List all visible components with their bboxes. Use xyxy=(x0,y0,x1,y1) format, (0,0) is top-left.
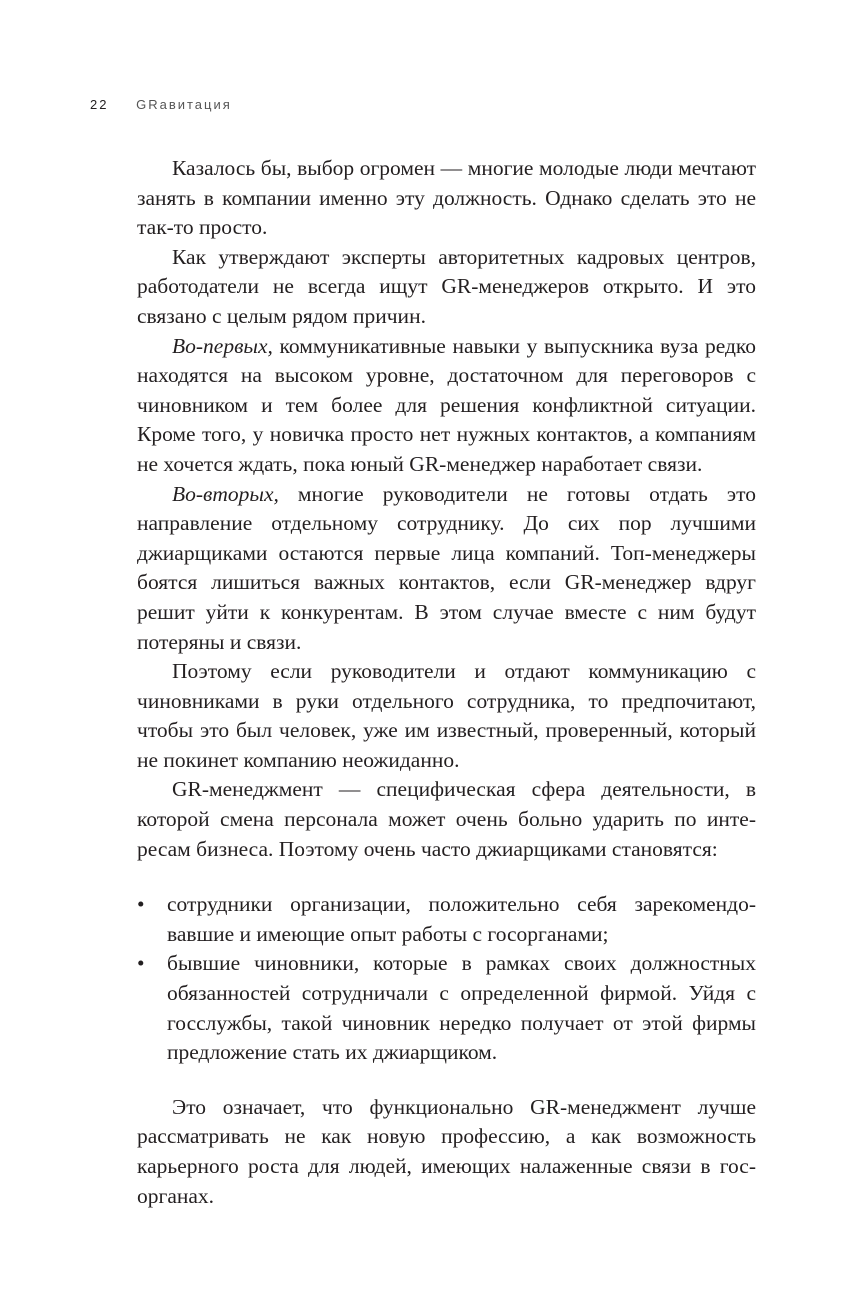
list-item-text: бывшие чиновники, которые в рамках своих должностных обязанностей сотрудничали с определенной фирмой. Уйдя с госслужбы, такой чиновник нередко получает от этой фирмы предложение стать их джиарщиком. xyxy=(167,951,756,1065)
bullet-icon: • xyxy=(137,951,145,976)
page-number: 22 xyxy=(90,97,109,112)
paragraph-text: Поэтому если руководители и отдают коммуникацию с чиновниками в руки отдельного сотрудника, то предпочитают, чтобы это был человек, уже им известный, проверенный, который не покинет компанию неожиданно. xyxy=(137,659,756,772)
paragraph xyxy=(137,775,756,864)
bullet-icon: • xyxy=(137,892,145,917)
paragraph-lead: Во-первых, xyxy=(172,333,273,358)
paragraph xyxy=(137,657,756,775)
list-item xyxy=(137,890,756,949)
list-item-text: сотрудники организации, положительно себя зарекомендовавшие и имеющие опыт работы с госорганами; xyxy=(167,892,756,946)
paragraph-text: Казалось бы, выбор огромен — многие молодые люди мечтают занять в компании именно эту должность. Однако сделать это не так-то просто. xyxy=(137,156,756,240)
paragraph xyxy=(137,480,756,658)
paragraph-text: коммуникативные навыки у выпускника вуза редко находятся на высоком уровне, достаточном для переговоров с чиновником и тем более для решения конфликтной ситуации. Кроме того, у новичка просто нет нужных контактов, а компаниям не хочется ждать, пока юный GR-менеджер наработает связи. xyxy=(137,333,756,476)
paragraph-text: Это означает, что функционально GR-менеджмент лучше рассматривать не как новую профессию, а как возможность карьерного роста для людей, имеющих налаженные связи в госорганах. xyxy=(137,1094,756,1208)
body-text xyxy=(137,154,756,1211)
paragraph-lead: Во-вторых, xyxy=(172,481,279,506)
paragraph xyxy=(137,332,756,480)
list-item xyxy=(137,949,756,1067)
book-title: GRавитация xyxy=(136,97,232,112)
bullet-list xyxy=(137,890,756,1068)
paragraph-text: GR-менеджмент — специфическая сфера деятельности, в которой смена персонала может очень больно ударить по интересам бизнеса. Поэтому очень часто джиарщиками становятся: xyxy=(137,777,756,861)
closing-paragraph xyxy=(137,1093,756,1211)
paragraph xyxy=(137,243,756,332)
paragraph xyxy=(137,154,756,243)
paragraph-text: многие руководители не готовы отдать это направление отдельному сотруднику. До сих пор лучшими джиарщиками остаются первые лица компаний. Топ-менеджеры боятся лишиться важных контактов, если GR-менеджер вдруг решит уйти к конкурентам. В этом случае вместе с ним будут потеряны и связи. xyxy=(137,481,756,654)
paragraph-text: Как утверждают эксперты авторитетных кадровых центров, работодатели не всегда ищут GR-менеджеров открыто. И это связано с целым рядом причин. xyxy=(137,244,756,328)
running-head xyxy=(90,97,232,112)
